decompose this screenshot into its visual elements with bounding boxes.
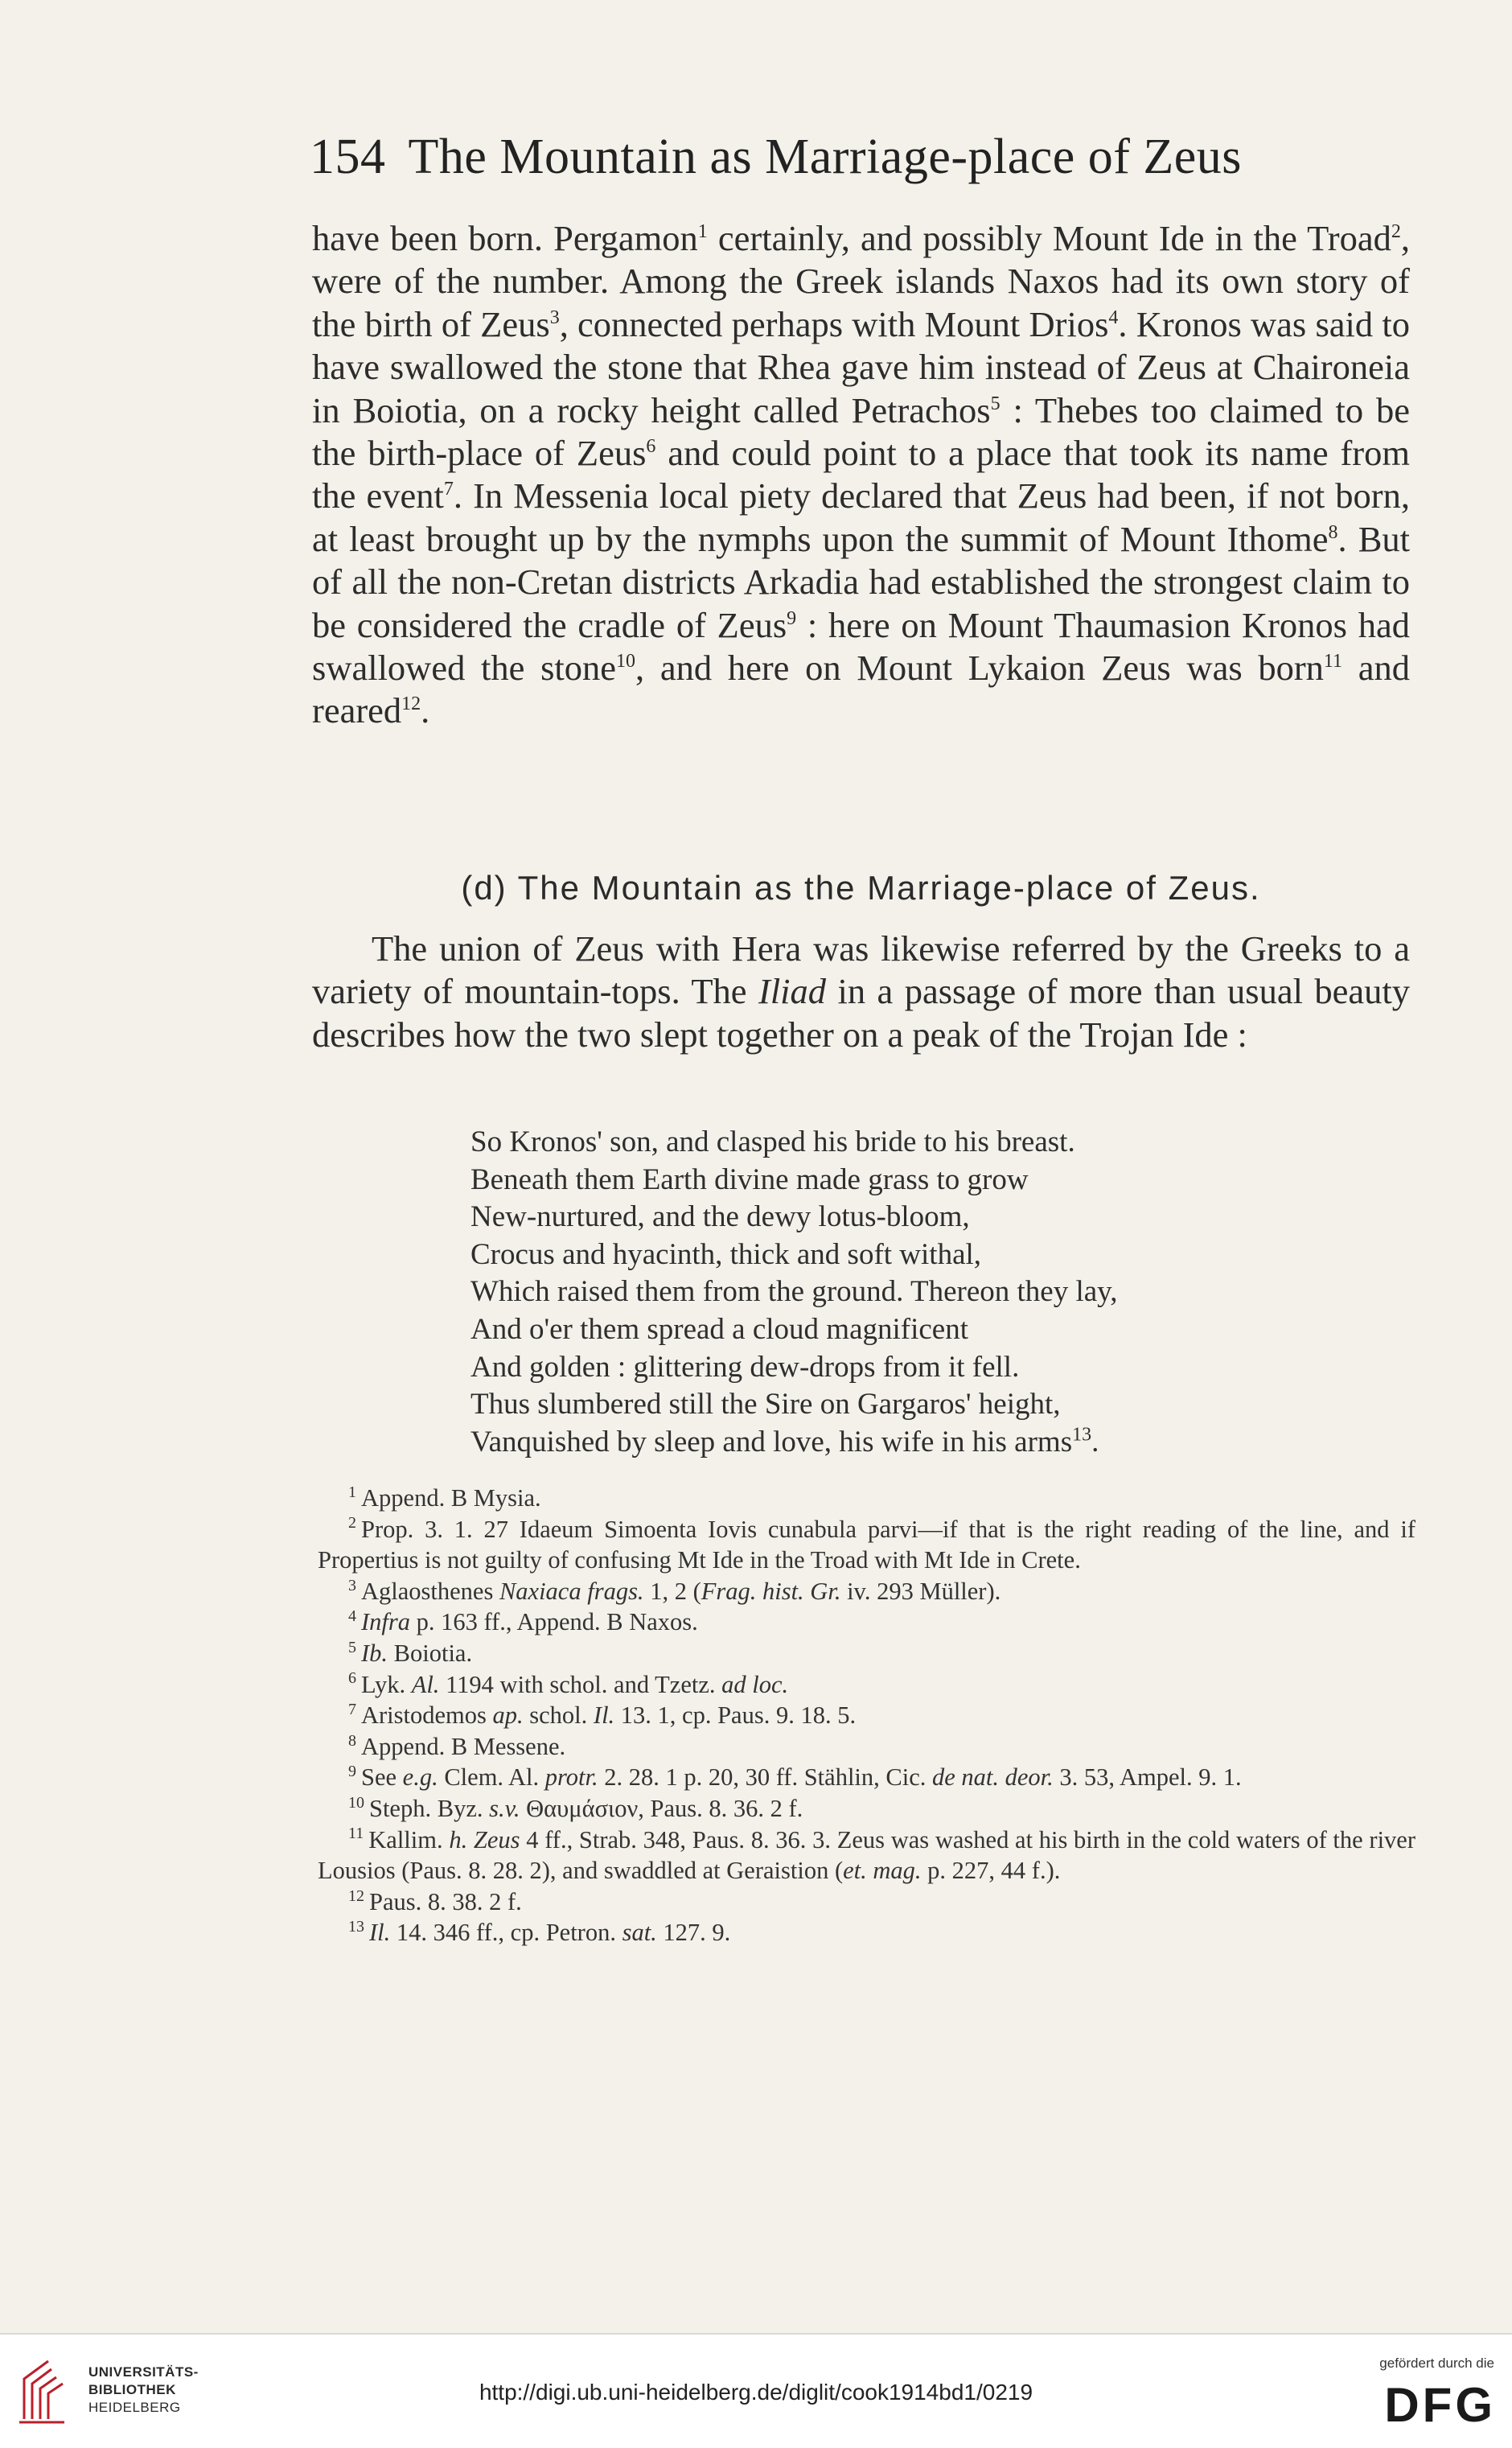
footnote-number: 3 xyxy=(348,1576,356,1594)
footnote-number: 6 xyxy=(348,1669,356,1688)
footnote-number: 2 xyxy=(348,1514,356,1533)
italic-run: e.g. xyxy=(402,1763,438,1792)
verse-line: So Kronos' son, and clasped his bride to his breast. xyxy=(470,1125,1075,1158)
text-run: . In Messenia local piety declared that Zeus had been, if not born, at least brought up by the nymphs upon the summit of Mount Ithome xyxy=(312,475,1411,559)
text-run: Kallim. xyxy=(368,1825,450,1853)
italic-run: protr. xyxy=(544,1763,598,1792)
text-run: Aristodemos xyxy=(361,1701,493,1730)
verse-line: And golden : glittering dew-drops from it fell. xyxy=(470,1350,1020,1384)
running-head xyxy=(310,129,1411,186)
text-run: iv. 293 Müller). xyxy=(840,1577,1001,1605)
permalink-url[interactable]: http://digi.ub.uni-heidelberg.de/diglit/cook1914bd1/0219 xyxy=(479,2380,1033,2405)
text-run: 13. 1, cp. Paus. 9. 18. 5. xyxy=(614,1701,857,1730)
funder-caption: gefördert durch die xyxy=(1379,2355,1494,2371)
library-name-line: UNIVERSITÄTS- xyxy=(88,2364,199,2380)
verse-line: New-nurtured, and the dewy lotus-bloom, xyxy=(470,1200,970,1234)
verse-line: Thus slumbered still the Sire on Gargaros' height, xyxy=(470,1388,1061,1421)
library-name xyxy=(88,2364,199,2417)
body-paragraph-2 xyxy=(312,928,1410,1056)
italic-run: ap. xyxy=(492,1701,524,1730)
italic-run: Frag. hist. Gr. xyxy=(701,1577,841,1605)
text-run: : Thebes too claimed to be the birth-place of Zeus xyxy=(312,389,1410,474)
italic-run: Naxiaca frags. xyxy=(499,1577,644,1605)
text-run: Aglaosthenes xyxy=(361,1577,499,1605)
footnote-number: 7 xyxy=(348,1701,356,1718)
section-heading: (d) The Mountain as the Marriage-place of Zeus. xyxy=(461,869,1261,907)
text-run: . But of all the non-Cretan districts Arkadia had established the strongest claim to be considered the cradle of Zeus xyxy=(312,518,1411,645)
footnote xyxy=(318,1638,1415,1669)
running-title: The Mountain as Marriage-place of Zeus xyxy=(408,130,1242,184)
footnote-ref[interactable]: 13 xyxy=(1072,1424,1092,1446)
footnote xyxy=(318,1700,1415,1731)
text-run: Paus. 8. 38. 2 f. xyxy=(369,1887,522,1915)
text-run: p. 227, 44 f.). xyxy=(921,1857,1061,1885)
text-run: 2. 28. 1 p. 20, 30 ff. Stählin, Cic. xyxy=(598,1763,932,1792)
text-run: schol. xyxy=(523,1701,594,1730)
text-run: Prop. 3. 1. 27 Idaeum Simoenta Iovis cunabula parvi—if that is the right reading of the line, and if Propertius is not guilty of confusing Mt Ide in the Troad with Mt Ide in Crete. xyxy=(318,1515,1415,1574)
text-run: 14. 346 ff., cp. Petron. xyxy=(390,1919,622,1947)
footnote xyxy=(318,1483,1415,1514)
italic-title: Iliad xyxy=(758,971,827,1012)
text-run: , were of the number. Among the Greek islands Naxos had its own story of the birth of Zeus xyxy=(312,218,1410,344)
italic-run: s.v. xyxy=(489,1794,520,1822)
text-run: Θαυμάσιον, Paus. 8. 36. 2 f. xyxy=(520,1794,803,1822)
text-run: See xyxy=(361,1763,403,1792)
text-run: p. 163 ff., Append. B Naxos. xyxy=(410,1608,698,1636)
dfg-logo: DFG xyxy=(1384,2378,1496,2432)
footnote-number: 5 xyxy=(348,1638,356,1656)
italic-run: Il. xyxy=(593,1701,615,1730)
verse-line: Beneath them Earth divine made grass to grow xyxy=(470,1162,1029,1196)
footnote-number: 8 xyxy=(348,1731,356,1750)
italic-run: Ib. xyxy=(361,1639,388,1667)
text-run: 1194 with schol. and Tzetz. xyxy=(439,1670,722,1698)
footnote-ref[interactable]: 9 xyxy=(787,607,797,629)
footnote-ref[interactable]: 4 xyxy=(1108,307,1119,328)
footnote xyxy=(318,1825,1415,1886)
text-run: The union of Zeus with Hera was likewise referred by the Greeks to a variety of mountain-tops. The xyxy=(312,928,1410,1012)
text-run: Steph. Byz. xyxy=(369,1794,490,1822)
footnote-ref[interactable]: 11 xyxy=(1323,651,1343,673)
footnote-number: 1 xyxy=(348,1483,356,1501)
footnote-ref[interactable]: 6 xyxy=(646,436,656,458)
text-run: 1, 2 ( xyxy=(643,1577,701,1605)
italic-run: Al. xyxy=(411,1670,440,1698)
footnote-ref[interactable]: 12 xyxy=(401,693,421,715)
footnote xyxy=(318,1576,1415,1607)
italic-run: h. Zeus xyxy=(449,1825,520,1853)
text-run: . xyxy=(1091,1425,1099,1459)
body-paragraph-1 xyxy=(312,217,1410,733)
italic-run: de nat. deor. xyxy=(932,1763,1054,1792)
text-run: and reared xyxy=(312,648,1410,731)
verse-quotation xyxy=(470,1124,1355,1461)
italic-run: Infra xyxy=(361,1608,410,1636)
footnotes xyxy=(318,1483,1415,1948)
verse-line: Which raised them from the ground. Thereon they lay, xyxy=(470,1275,1118,1309)
footnote-ref[interactable]: 3 xyxy=(549,307,560,328)
verse-line: And o'er them spread a cloud magnificent xyxy=(470,1312,969,1346)
text-run: have been born. Pergamon xyxy=(312,218,698,258)
footnote-number: 4 xyxy=(348,1607,356,1626)
text-run: in a passage of more than usual beauty describes how the two slept together on a peak of the Trojan Ide : xyxy=(312,971,1411,1055)
text-run: certainly, and possibly Mount Ide in the Troad xyxy=(707,218,1391,258)
viewer-footer xyxy=(0,2333,1512,2448)
page-number: 154 xyxy=(310,130,386,184)
footnote-number: 9 xyxy=(348,1763,356,1781)
footnote xyxy=(318,1731,1415,1763)
text-run: 3. 53, Ampel. 9. 1. xyxy=(1053,1763,1242,1792)
italic-run: ad loc. xyxy=(721,1670,789,1698)
text-run: , and here on Mount Lykaion Zeus was born xyxy=(635,648,1324,689)
text-run: and could point to a place that took its name from the event xyxy=(312,433,1410,516)
text-run: Vanquished by sleep and love, his wife in his arms xyxy=(470,1425,1073,1459)
footnote-ref[interactable]: 5 xyxy=(990,393,1000,414)
footnote xyxy=(318,1669,1415,1701)
text-run: : here on Mount Thaumasion Kronos had swallowed the stone xyxy=(312,604,1410,689)
footnote xyxy=(318,1762,1415,1793)
footnote xyxy=(318,1793,1415,1825)
italic-run: et. mag. xyxy=(843,1857,922,1885)
italic-run: sat. xyxy=(622,1919,657,1947)
footnote-ref[interactable]: 7 xyxy=(443,479,454,500)
footnote xyxy=(318,1514,1415,1576)
verse-line xyxy=(470,1424,1355,1462)
library-name-line: BIBLIOTHEK xyxy=(88,2382,176,2397)
text-run: Boiotia. xyxy=(388,1639,473,1667)
text-run: , connected perhaps with Mount Drios xyxy=(559,303,1109,344)
footnote-ref[interactable]: 2 xyxy=(1391,221,1401,243)
verse-line: Crocus and hyacinth, thick and soft withal, xyxy=(470,1237,982,1271)
footnote-number: 12 xyxy=(348,1886,364,1905)
footnote xyxy=(318,1607,1415,1638)
footnote xyxy=(318,1917,1415,1948)
text-run: . xyxy=(421,690,430,731)
text-run: 4 ff., Strab. 348, Paus. 8. 36. 3. Zeus was washed at his birth in the cold waters of the river Lousios (Paus. 8. 28. 2), and swaddled at Geraistion ( xyxy=(318,1825,1415,1885)
text-run: Append. B Messene. xyxy=(361,1732,566,1760)
library-name-line: HEIDELBERG xyxy=(88,2400,181,2415)
footnote-ref[interactable]: 10 xyxy=(616,651,636,673)
footnote-number: 11 xyxy=(348,1825,364,1843)
footnote-number: 10 xyxy=(348,1793,364,1812)
footnote xyxy=(318,1886,1415,1918)
italic-run: Il. xyxy=(369,1919,391,1947)
text-run: Clem. Al. xyxy=(438,1763,545,1792)
footnote-number: 13 xyxy=(348,1918,364,1936)
text-run: Lyk. xyxy=(361,1670,412,1698)
footnote-ref[interactable]: 8 xyxy=(1328,522,1338,544)
text-run: 127. 9. xyxy=(656,1919,731,1947)
text-run: . Kronos was said to have swallowed the stone that Rhea gave him instead of Zeus at Chaironeia in Boiotia, on a rocky height called Petrachos xyxy=(312,303,1410,430)
text-run: Append. B Mysia. xyxy=(361,1484,541,1512)
library-logo-icon xyxy=(16,2355,80,2427)
footnote-ref[interactable]: 1 xyxy=(697,221,708,243)
